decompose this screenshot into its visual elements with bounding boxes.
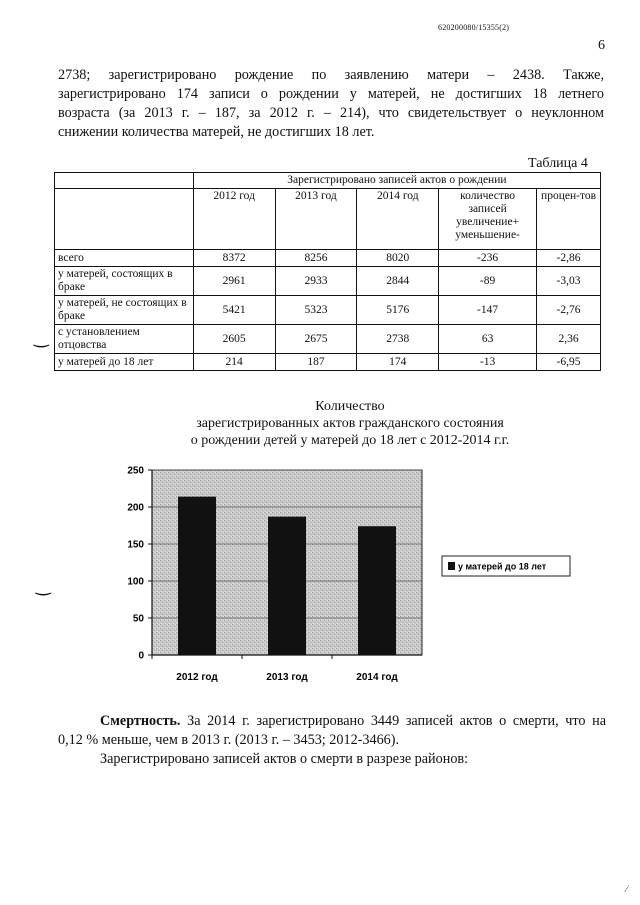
column-header: 2012 год [193,189,275,250]
x-tick-label: 2013 год [266,672,308,683]
page-number: 6 [598,38,605,53]
table-cell: -2,86 [537,250,601,267]
table-group-header: Зарегистрировано записей актов о рождении [193,173,600,189]
margin-mark: ‿ [34,327,49,347]
table-cell: -3,03 [537,267,601,296]
row-label: у матерей до 18 лет [55,354,194,371]
y-tick-label: 150 [127,539,144,551]
table-cell: -89 [439,267,537,296]
mortality-line: 0,12 % меньше, чем в 2013 г. (2013 г. – 3453; 2012-3466). [58,732,400,748]
y-tick-label: 200 [127,502,144,514]
chart-title-line: Количество [315,399,385,414]
table-cell: 214 [193,354,275,371]
table-cell: -6,95 [537,354,601,371]
bar [178,497,216,655]
table-cell: 2933 [275,267,357,296]
mortality-line [58,712,606,731]
bar [358,526,396,655]
x-tick-label: 2012 год [176,672,218,683]
table-cell: 5323 [275,296,357,325]
document-number: 620200080/15355(2) [438,23,510,32]
row-label: с установлением отцовства [55,325,194,354]
column-header: 2014 год [357,189,439,250]
mortality-heading: Смертность. [100,713,181,729]
intro-line: зарегистрировано 174 записи о рождении у матерей, не достигших 18 летнего [58,86,604,102]
table-cell: 2738 [357,325,439,354]
intro-line: 2738; зарегистрировано рождение по заявлению матери – 2438. Также, [58,67,604,83]
table-cell: 63 [439,325,537,354]
mortality-line: Зарегистрировано записей актов о смерти в разрезе районов: [100,751,469,767]
corner-mark: ⁄ [626,884,628,894]
table-cell: 2675 [275,325,357,354]
table-cell: 187 [275,354,357,371]
column-header: процен-тов [537,189,601,250]
y-tick-label: 250 [127,465,144,477]
legend-swatch [448,562,455,570]
table-cell: 2961 [193,267,275,296]
row-label: всего [55,250,194,267]
chart-title-line: о рождении детей у матерей до 18 лет с 2012-2014 г.г. [190,433,510,448]
table-cell: 5176 [357,296,439,325]
legend-label: у матерей до 18 лет [458,561,547,572]
table-cell: 8256 [275,250,357,267]
table-cell: -13 [439,354,537,371]
table-cell: -147 [439,296,537,325]
table-cell: -2,76 [537,296,601,325]
margin-mark: ‿ [36,575,51,595]
intro-line: возраста (за 2013 г. – 187, за 2012 г. – 214), что свидетельствует о неуклонном [58,105,604,121]
mortality-paragraph [58,712,606,769]
bar [268,517,306,655]
mortality-text: За 2014 г. зарегистрировано 3449 записей актов о смерти, что на [180,713,606,729]
row-label: у матерей, не состоящих в браке [55,296,194,325]
table-cell: 8372 [193,250,275,267]
chart-title-line: зарегистрированных актов гражданского состояния [196,416,504,431]
row-label: у матерей, состоящих в браке [55,267,194,296]
x-tick-label: 2014 год [356,672,398,683]
table-cell: 174 [357,354,439,371]
column-header: 2013 год [275,189,357,250]
table-cell: 8020 [357,250,439,267]
table-caption: Таблица 4 [528,156,588,171]
table-cell: 2844 [357,267,439,296]
column-header: количество записей увеличение+ уменьшение- [439,189,537,250]
table-cell: 2605 [193,325,275,354]
y-tick-label: 50 [132,613,144,625]
intro-line: снижении количества матерей, не достигших 18 лет. [58,124,375,140]
table-cell: -236 [439,250,537,267]
y-tick-label: 0 [138,650,144,662]
y-tick-label: 100 [127,576,144,588]
table-cell: 5421 [193,296,275,325]
table-cell: 2,36 [537,325,601,354]
